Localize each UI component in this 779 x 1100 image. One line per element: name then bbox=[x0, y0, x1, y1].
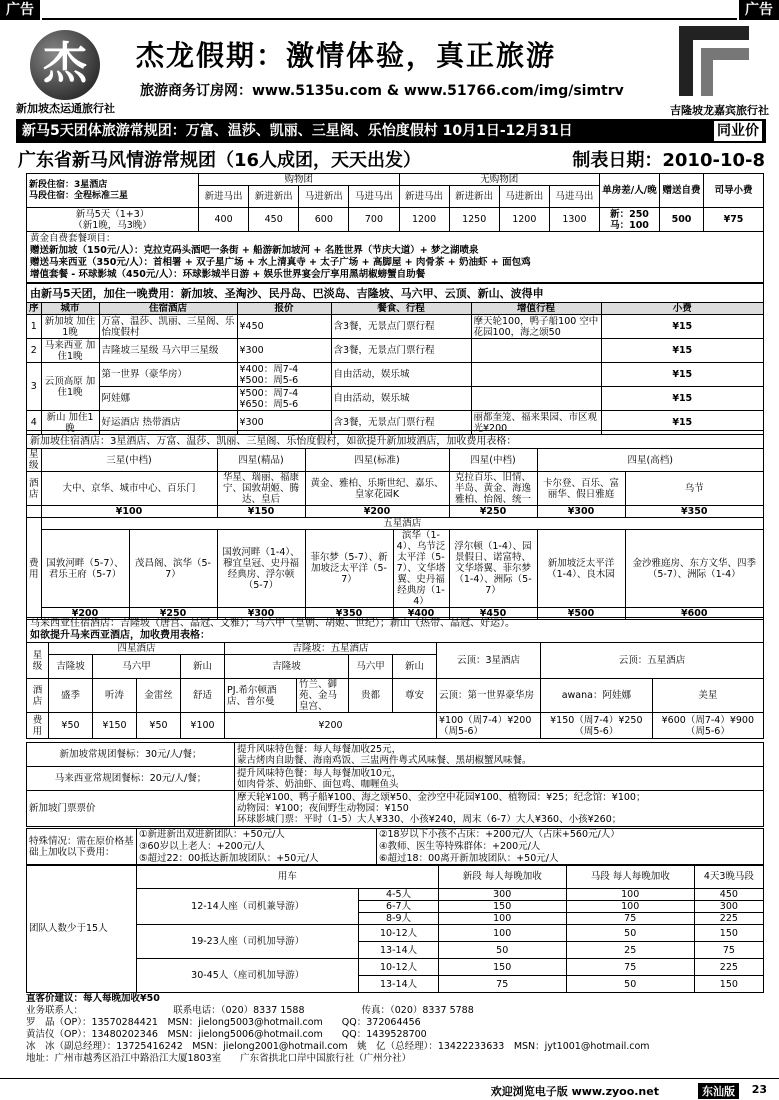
group-head: 4天3晚马段 bbox=[694, 865, 763, 889]
price-cell: 1200 bbox=[499, 208, 549, 232]
row-meal: 自由活动，娱乐城 bbox=[331, 387, 471, 411]
col-head: 城市 bbox=[41, 303, 99, 315]
tip-value: ¥75 bbox=[704, 208, 764, 232]
contact-line: 冰 冰（副总经理）：13725416242 MSN：jielong2001@hotmail.com 姚 亿（总经理）：13422233633 MSN：jyt1001@hotmail.com bbox=[26, 1041, 650, 1052]
sg-upgrade-note: 新加坡住宿酒店：3星酒店、万富、温莎、凯丽、三星阁、乐怡度假村，如欲提升新加坡酒店，加收费用表格： bbox=[26, 430, 764, 448]
five-hotels: 菲尔梦（5-7）、新加坡泛太平洋（5-7） bbox=[305, 530, 393, 608]
row-city: 马来西亚 加住1晚 bbox=[41, 339, 99, 363]
price-section bbox=[26, 173, 764, 283]
route-col-head: 马进新出 bbox=[299, 186, 349, 208]
five-fee: ¥350 bbox=[305, 608, 393, 620]
edition-badge: 东汕版 bbox=[698, 1083, 739, 1099]
gift-my: 赠送马来西亚（350元/人）：首相署 + 双子星广场 + 水上清真寺 + 太子广场 + 高脚屋 + 肉骨茶 + 奶油虾 + 面包鸡 bbox=[30, 257, 531, 268]
row-tip: ¥15 bbox=[601, 363, 763, 387]
page-title: 杰龙假期：激情体验，真正旅游 bbox=[136, 39, 557, 72]
car-type: 12-14人座（司机兼导游） bbox=[137, 889, 359, 925]
row-meal: 含3餐，无景点门票行程 bbox=[331, 315, 471, 339]
group-head: 云顶：五星酒店 bbox=[541, 643, 764, 679]
city-head: 马六甲 bbox=[349, 655, 393, 679]
my-fee: ¥600（周7-4）¥900（周5-6） bbox=[652, 713, 763, 739]
tier-hotels: 大中、京华、城市中心、百乐门 bbox=[41, 472, 217, 506]
tier-fee: ¥200 bbox=[305, 506, 449, 518]
col-head: 小费 bbox=[601, 303, 763, 315]
tier-hotels: 卡尔登、百乐、富丽华、假日雅庭 bbox=[537, 472, 625, 506]
row-meal: 自由活动，娱乐城 bbox=[331, 363, 471, 387]
extend-section bbox=[26, 283, 764, 435]
row-hotel: 第一世界（豪华房） bbox=[99, 363, 237, 387]
row-no: 3 bbox=[27, 363, 42, 411]
col-head: 餐食、行程 bbox=[331, 303, 471, 315]
group-section bbox=[26, 864, 764, 993]
sg-extra: 50 bbox=[438, 942, 566, 959]
row-plus: 丽都奎笼、福来果园、市区观光¥200 bbox=[471, 411, 601, 435]
my-hotel: 贵都 bbox=[349, 679, 393, 713]
ticket-line: 环球影城门票：平时（1-5）大人¥330、小孩¥240，周末（6-7）大人¥360、小孩¥260； bbox=[237, 814, 622, 825]
price-cell: 700 bbox=[349, 208, 399, 232]
my-fee: ¥50 bbox=[49, 713, 93, 739]
stay-info-my: 马段住宿：全程标准三星 bbox=[29, 190, 129, 201]
people: 10-12人 bbox=[359, 959, 438, 976]
row-hotel: 好运酒店 热带酒店 bbox=[99, 411, 237, 435]
five-fee: ¥300 bbox=[217, 608, 305, 620]
my-extra: 50 bbox=[566, 976, 694, 993]
row-price: ¥300 bbox=[237, 411, 331, 435]
contact-section bbox=[26, 993, 764, 1065]
row-tip: ¥15 bbox=[601, 411, 763, 435]
my-hotel: 尊安 bbox=[393, 679, 437, 713]
five-fee: ¥200 bbox=[41, 608, 129, 620]
route-name: 新马5天（1+3） bbox=[75, 208, 150, 220]
price-cell: 600 bbox=[299, 208, 349, 232]
row-hotel: 阿娃娜 bbox=[99, 387, 237, 411]
sg-meal: 新加坡常规团餐标：30元/人/餐； bbox=[27, 743, 235, 767]
tier-fee: ¥350 bbox=[625, 506, 763, 518]
group-head: 用车 bbox=[137, 865, 439, 889]
row-price: ¥450 bbox=[237, 315, 331, 339]
tier-hotels: 华星、瑞丽、福康宁、国敦胡姬、腾达、皇后 bbox=[217, 472, 305, 506]
star-label: 星级 bbox=[27, 643, 49, 679]
route-col-head: 新进新出 bbox=[249, 186, 299, 208]
five-fee: ¥500 bbox=[537, 608, 625, 620]
col-head: 增值行程 bbox=[471, 303, 601, 315]
my-fee: ¥150 bbox=[93, 713, 137, 739]
meal-table bbox=[26, 742, 764, 827]
my-hotel: 云顶：第一世界豪华房 bbox=[437, 679, 541, 713]
price-cell: 400 bbox=[199, 208, 249, 232]
row-plus: 摩天轮100，鸭子船100 空中花园100，海之颂50 bbox=[471, 315, 601, 339]
tier-star: 四星(高档) bbox=[537, 449, 763, 472]
col-head: 住宿酒店 bbox=[99, 303, 237, 315]
issue-date: 制表日期：2010-10-8 bbox=[572, 150, 765, 171]
corner-logo-icon bbox=[679, 26, 749, 96]
row-meal: 含3餐，无景点门票行程 bbox=[331, 339, 471, 363]
row-price: ¥400：周7-4 ¥500：周5-6 bbox=[237, 363, 331, 387]
my-extra: 75 bbox=[566, 959, 694, 976]
extend-table bbox=[26, 302, 764, 435]
route-col-head: 新进马出 bbox=[199, 186, 249, 208]
tier-hotels: 乌节 bbox=[625, 472, 763, 506]
my-upgrade-table bbox=[26, 642, 764, 739]
header-rule bbox=[42, 0, 737, 20]
tier-hotels: 黄金、雅柏、乐斯世纪、嘉乐、皇家花园K bbox=[305, 472, 449, 506]
sg-extra: 100 bbox=[438, 913, 566, 925]
price-cell: 1200 bbox=[399, 208, 449, 232]
row-no: 4 bbox=[27, 411, 42, 435]
people: 10-12人 bbox=[359, 925, 438, 942]
shop-group-header: 购物团 bbox=[199, 174, 400, 186]
row-no: 2 bbox=[27, 339, 42, 363]
row-hotel: 万富、温莎、凯丽、三星阁、乐怡度假村 bbox=[99, 315, 237, 339]
ad-label-right: 广告 bbox=[739, 0, 779, 20]
agency-left: 新加坡杰运通旅行社 bbox=[16, 102, 115, 115]
wholesale-tag: 同业价 bbox=[714, 121, 762, 141]
my-hotel: 舒适 bbox=[181, 679, 225, 713]
tier-fee: ¥150 bbox=[217, 506, 305, 518]
five-hotels: 国敦河畔（5-7）、君乐王府（5-7） bbox=[41, 530, 129, 608]
city-head: 新山 bbox=[393, 655, 437, 679]
special-section bbox=[26, 828, 764, 866]
gift-universal: 增值套餐 - 环球影城（450元/人）：环球影城半日游 + 娱乐世界宴会厅享用黑胡椒螃蟹自助餐 bbox=[30, 269, 426, 280]
group-table bbox=[26, 864, 764, 993]
route-nights: （新1晚，马3晚） bbox=[73, 219, 152, 231]
tier-hotels: 克拉百乐、旧情、半岛、黄金、海逸雅柏、怡阁、统一 bbox=[449, 472, 537, 506]
group-head: 新段 每人每晚加收 bbox=[438, 865, 566, 889]
five-fee: ¥400 bbox=[393, 608, 449, 620]
five-star-label: 五星酒店 bbox=[41, 518, 763, 530]
tip-header: 司导小费 bbox=[704, 174, 764, 208]
tour-heading: 广东省新马风情游常规团（16人成团，天天出发） bbox=[18, 150, 422, 171]
my-hotel: PJ.希尔顿酒店、普尔曼 bbox=[225, 679, 297, 713]
special-item: ②18岁以下小孩不占床：+200元/人（占床+560元/人） bbox=[379, 829, 620, 840]
tier-star: 四星(标准) bbox=[305, 449, 449, 472]
five-fee: ¥600 bbox=[625, 608, 763, 620]
five-fee: ¥250 bbox=[129, 608, 217, 620]
free-header: 赠送自费 bbox=[660, 174, 704, 208]
my-extra: 25 bbox=[566, 942, 694, 959]
car-type: 19-23人座（司机加导游） bbox=[137, 925, 359, 959]
group-head: 四星酒店 bbox=[49, 643, 225, 655]
my-fee: ¥100（周7-4）¥200（周5-6） bbox=[437, 713, 541, 739]
page-footer bbox=[0, 1078, 779, 1100]
tier-star: 四星(精品) bbox=[217, 449, 305, 472]
sg-extra: 150 bbox=[438, 901, 566, 913]
price-table bbox=[26, 173, 764, 232]
gift-package bbox=[26, 232, 764, 283]
special-item: ①新进新出双进新团队：+50元/人 bbox=[139, 829, 285, 840]
sg-extra: 150 bbox=[438, 959, 566, 976]
ticket-line: 动物园：¥100；夜间野生动物园：¥150 bbox=[237, 803, 409, 814]
group-head: 吉隆坡：五星酒店 bbox=[225, 643, 437, 655]
contact-line: 罗 晶（OP）：13570284421 MSN：jielong5003@hotmail.com QQ：372064456 bbox=[26, 1017, 421, 1028]
meal-section bbox=[26, 742, 764, 827]
my-fee: ¥100 bbox=[181, 713, 225, 739]
sg-meal-list: 蒙古烤肉自助餐、海南鸡饭、三盅两件粤式风味餐、黑胡椒蟹风味餐。 bbox=[237, 754, 532, 766]
col-head: 序 bbox=[27, 303, 42, 315]
my-upgrade-section bbox=[26, 617, 764, 739]
row-city: 新山 加住1晚 bbox=[41, 411, 99, 435]
noshop-group-header: 无购物团 bbox=[399, 174, 600, 186]
my4d-extra: 225 bbox=[694, 959, 763, 976]
my4d-extra: 225 bbox=[694, 913, 763, 925]
five-hotels: 国敦河畔（1-4）、穆宜皇冠、史丹福经典房、浮尔顿（5-7） bbox=[217, 530, 305, 608]
tier-star: 四星(中档) bbox=[449, 449, 537, 472]
city-head: 吉隆坡 bbox=[49, 655, 93, 679]
banner-text: 新马5天团体旅游常规团：万富、温莎、凯丽、三星阁、乐怡度假村 10月1日-12月31日 bbox=[22, 123, 573, 139]
group-head: 云顶：3星酒店 bbox=[437, 643, 541, 679]
special-table bbox=[26, 828, 764, 866]
gift-title: 黄金自费套餐项目： bbox=[30, 233, 116, 244]
page-number: 23 bbox=[751, 1083, 767, 1096]
my-meal-list: 如肉骨茶、奶油虾、面包鸡、咖喱鱼头 bbox=[237, 778, 399, 790]
row-tip: ¥15 bbox=[601, 387, 763, 411]
row-plus bbox=[471, 387, 601, 411]
row-no: 1 bbox=[27, 315, 42, 339]
group-label: 团队人数少于15人 bbox=[27, 865, 137, 993]
group-head: 马段 每人每晚加收 bbox=[566, 865, 694, 889]
route-col-head: 马进新出 bbox=[499, 186, 549, 208]
price-cell: 450 bbox=[249, 208, 299, 232]
five-hotels: 新加坡泛太平洋（1-4）、良木园 bbox=[537, 530, 625, 608]
ticket-line: 摩天轮¥100、鸭子船¥100、海之颂¥50、金沙空中花园¥100、植物园：¥25；纪念馆：¥100； bbox=[237, 792, 646, 803]
tier-star: 三星(中档) bbox=[41, 449, 217, 472]
hotel-label: 酒店 bbox=[27, 472, 42, 506]
free-value: 500 bbox=[660, 208, 704, 232]
tier-fee: ¥300 bbox=[537, 506, 625, 518]
row-plus bbox=[471, 339, 601, 363]
route-col-head: 新进马出 bbox=[399, 186, 449, 208]
my-extra: 100 bbox=[566, 889, 694, 901]
ticket-label: 新加坡门票票价 bbox=[27, 791, 235, 827]
route-col-head: 马进马出 bbox=[549, 186, 599, 208]
sg-extra: 100 bbox=[438, 925, 566, 942]
my-hotel: 美星 bbox=[652, 679, 763, 713]
tier-fee: ¥250 bbox=[449, 506, 537, 518]
sg-extra: 300 bbox=[438, 889, 566, 901]
people: 13-14人 bbox=[359, 976, 438, 993]
city-head: 吉隆坡 bbox=[225, 655, 349, 679]
car-type: 30-45人（座司机加导游） bbox=[137, 959, 359, 993]
row-tip: ¥15 bbox=[601, 315, 763, 339]
city-head: 新山 bbox=[181, 655, 225, 679]
five-hotels: 滨华（1-4）、乌节泛太平洋（5-7）、文华塔翼、史丹福经典房（1-4） bbox=[393, 530, 449, 608]
footer-website: 欢迎浏览电子版 www.zyoo.net bbox=[490, 1085, 659, 1098]
price-cell: 1250 bbox=[449, 208, 499, 232]
col-head: 报价 bbox=[237, 303, 331, 315]
my-hotel: 听涛 bbox=[93, 679, 137, 713]
row-price: ¥500：周7-4 ¥650：周5-6 bbox=[237, 387, 331, 411]
brand-logo: 杰 bbox=[30, 30, 100, 100]
agency-right: 吉隆坡龙嘉宾旅行社 bbox=[670, 104, 769, 117]
my-note-bold: 如欲提升马来西亚酒店，加收费用表格： bbox=[30, 630, 210, 641]
row-city: 新加坡 加住1晚 bbox=[41, 315, 99, 339]
contact-line: 业务联系人： 联系电话：（020）8337 1588 传真：（020）8337 5788 bbox=[26, 1005, 474, 1016]
my-extra: 100 bbox=[566, 901, 694, 913]
my-hotel: 金雷丝 bbox=[137, 679, 181, 713]
gift-sg: 赠送新加坡（150元/人）：克拉克码头酒吧一条街 + 船游新加坡河 + 名胜世界（节庆大道）+ 梦之湖喷泉 bbox=[30, 245, 479, 256]
sg-upgrade-table bbox=[26, 448, 764, 620]
my-fee: ¥200 bbox=[225, 713, 437, 739]
row-meal: 含3餐，无景点门票行程 bbox=[331, 411, 471, 435]
five-hotels: 浮尔顿（1-4）、园景假日、诺富特、文华塔翼、菲尔梦（1-4）、洲际（5-7） bbox=[449, 530, 537, 608]
direct-price-tip: 直客价建议：每人每晚加收¥50 bbox=[26, 993, 160, 1004]
special-label: 特殊情况：需在原价格基础上加收以下费用： bbox=[27, 829, 137, 866]
row-plus bbox=[471, 363, 601, 387]
five-hotels: 金沙雅庭房、东方文华、四季（5-7）、洲际（1-4） bbox=[625, 530, 763, 608]
row-city: 云顶高原 加住1晚 bbox=[41, 363, 99, 411]
my-note: 马来西亚住宿酒店：吉隆坡（唐宫、晶冠、文雅）；马六甲（皇朝、胡姬、世纪）；新山（热带、晶冠、好运）。 bbox=[30, 618, 515, 629]
my-meal: 马来西亚常规团餐标：20元/人/餐； bbox=[27, 767, 235, 791]
row-hotel: 吉隆坡三星级 马六甲三星级 bbox=[99, 339, 237, 363]
my4d-extra: 300 bbox=[694, 901, 763, 913]
my-meal-up: 提升风味特色餐：每人每餐加收10元， bbox=[237, 767, 402, 779]
my-fee: ¥150（周7-4）¥250（周5-6） bbox=[541, 713, 653, 739]
special-item: ④教师、医生等特殊群体：+200元/人 bbox=[379, 841, 541, 852]
row-tip: ¥15 bbox=[601, 339, 763, 363]
single-room-value: 新：250 马：100 bbox=[600, 208, 660, 232]
tier-fee: ¥100 bbox=[41, 506, 217, 518]
five-fee: ¥450 bbox=[449, 608, 537, 620]
my4d-extra: 450 bbox=[694, 889, 763, 901]
price-cell: 1300 bbox=[549, 208, 599, 232]
my-fee: ¥50 bbox=[137, 713, 181, 739]
website-line: 旅游商务订房网：www.5135u.com & www.51766.com/img/simtrv bbox=[140, 83, 624, 99]
my-extra: 50 bbox=[566, 925, 694, 942]
special-item: ③60岁以上老人：+200元/人 bbox=[139, 841, 265, 852]
people: 4-5人 bbox=[359, 889, 438, 901]
sg-extra: 75 bbox=[438, 976, 566, 993]
my-hotel: 竹兰、御苑、金马皇宫、 bbox=[297, 679, 349, 713]
city-head: 马六甲 bbox=[93, 655, 181, 679]
my4d-extra: 75 bbox=[694, 942, 763, 959]
stay-info-sg: 新段住宿：3星酒店 bbox=[29, 179, 108, 190]
banner bbox=[16, 119, 766, 143]
people: 13-14人 bbox=[359, 942, 438, 959]
route-col-head: 新进新出 bbox=[449, 186, 499, 208]
fee-label: 费用 bbox=[27, 518, 42, 620]
special-item: ⑤超过22：00抵达新加坡团队：+50元/人 bbox=[139, 853, 319, 864]
extend-title: 由新马5天团，加住一晚费用：新加坡、圣淘沙、民丹岛、巴淡岛、吉隆坡、马六甲、云顶、新山、波得申 bbox=[26, 283, 764, 302]
route-col-head: 马进马出 bbox=[349, 186, 399, 208]
special-item: ⑥超过18：00离开新加坡团队：+50元/人 bbox=[379, 853, 559, 864]
sg-upgrade-section bbox=[26, 430, 764, 620]
my-extra: 75 bbox=[566, 913, 694, 925]
my-hotel: awana：阿娃娜 bbox=[541, 679, 653, 713]
ad-label-left: 广告 bbox=[0, 0, 40, 20]
my4d-extra: 150 bbox=[694, 925, 763, 942]
fee-label: 费用 bbox=[27, 713, 49, 739]
contact-line: 地址：广州市越秀区沿江中路沿江大厦1803室 广东省拱北口岸中国旅行社（广州分社） bbox=[26, 1053, 412, 1064]
my4d-extra: 150 bbox=[694, 976, 763, 993]
star-label: 星级 bbox=[27, 449, 42, 472]
people: 8-9人 bbox=[359, 913, 438, 925]
row-price: ¥300 bbox=[237, 339, 331, 363]
my-hotel: 盛季 bbox=[49, 679, 93, 713]
contact-line: 黄洁仪（OP）：13480202346 MSN：jielong5006@hotmail.com QQ：1439528700 bbox=[26, 1029, 427, 1040]
five-hotels: 茂昌阁、滨华（5-7） bbox=[129, 530, 217, 608]
hotel-label: 酒店 bbox=[27, 679, 49, 713]
single-room-header: 单房差/人/晚 bbox=[600, 174, 660, 208]
sg-meal-up: 提升风味特色餐：每人每餐加收25元， bbox=[237, 743, 402, 755]
people: 6-7人 bbox=[359, 901, 438, 913]
